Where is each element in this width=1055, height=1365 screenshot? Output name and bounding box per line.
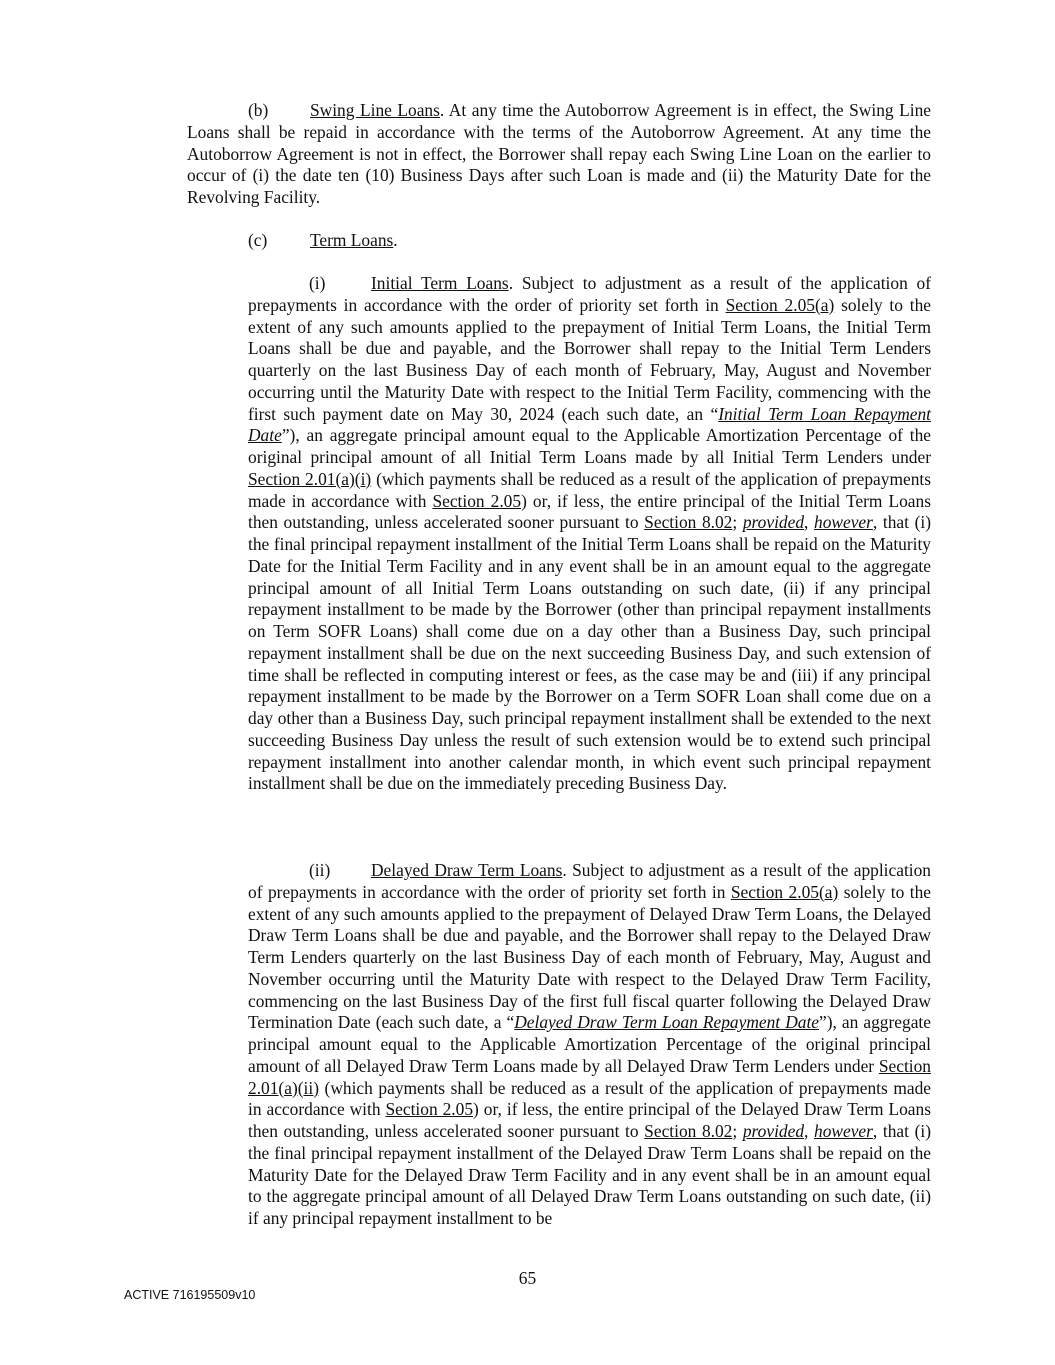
text-run: ; <box>732 512 743 533</box>
section-reference: Section 8.02 <box>644 1121 733 1141</box>
text-run: (which payments shall be reduced as a result of the application of prepayments made in accordance with <box>248 468 931 511</box>
section-reference: Section 2.01(a)(i) <box>248 468 372 489</box>
text-run: . Subject to adjustment as a result of the application of prepayments in accordance with the order of priority set forth in <box>248 860 931 902</box>
page-number: 65 <box>518 1268 537 1288</box>
text-run: , that (i) the final principal repayment installment of the Initial Term Loans shall be repaid on the Maturity Date for the Initial Term Facility and in any event shall be in an amount equal to the aggregate principal amount of all Initial Term Loans outstanding on such date, (ii) if any principal repayment installment to be made by the Borrower (other than principal repayment installments on Term SOFR Loans) shall come due on a day other than a Business Day, such principal repayment installment shall be due on the next succeeding Business Day, and such extension of time shall be reflected in computing interest or fees, as the case may be and (iii) if any principal repayment installment to be made by the Borrower on a Term SOFR Loan shall come due on a day other than a Business Day, such principal repayment installment shall be extended to the next succeeding Business Day unless the result of such extension would be to extend such principal repayment installment into another calendar month, in which event such principal repayment installment shall be due on the immediately preceding Business Day. <box>248 512 931 794</box>
paragraph-heading: Swing Line Loans <box>310 100 440 120</box>
paragraph-heading: Delayed Draw Term Loans <box>371 860 563 880</box>
proviso-term: however <box>814 512 873 533</box>
proviso-term: provided <box>742 1121 805 1141</box>
paragraph-number: (i) <box>309 273 326 293</box>
text-run: ”), an aggregate principal amount equal to the Applicable Amortization Percentage of the original principal amount of all Delayed Draw Term Loans made by all Delayed Draw Term Lenders under <box>248 1012 931 1076</box>
text-run: , <box>804 1121 814 1141</box>
paragraph-c-i <box>248 273 931 795</box>
section-reference: Section 2.05(a) <box>725 294 835 315</box>
text-run: , <box>804 512 814 533</box>
text-run: (which payments shall be reduced as a result of the application of prepayments made in accordance with <box>248 1077 931 1120</box>
text-run: ; <box>732 1121 743 1141</box>
section-reference: Section 2.05(a) <box>730 881 839 902</box>
defined-term: Delayed Draw Term Loan Repayment Date <box>514 1012 819 1033</box>
paragraph-c-ii <box>248 860 931 1230</box>
paragraph-number: (ii) <box>309 860 331 880</box>
paragraph-number: (c) <box>248 230 268 250</box>
proviso-term: however <box>814 1121 873 1141</box>
text-run: . Subject to adjustment as a result of the application of prepayments in accordance with the order of priority set forth in <box>248 273 932 315</box>
paragraph-heading: Initial Term Loans <box>371 273 509 293</box>
section-reference: Section 2.05 <box>432 490 522 511</box>
paragraph-heading: Term Loans <box>310 230 394 250</box>
text-run: ”), an aggregate principal amount equal to the Applicable Amortization Percentage of the original principal amount of all Initial Term Loans made by all Initial Term Lenders under <box>248 425 931 467</box>
section-reference: Section 2.05 <box>385 1099 474 1120</box>
section-reference: Section 2.01(a)(ii) <box>248 1055 931 1098</box>
text-run: ) or, if less, the entire principal of the Delayed Draw Term Loans then outstanding, unless accelerated sooner pursuant to <box>248 1099 931 1141</box>
text-run: , that (i) the final principal repayment installment of the Delayed Draw Term Loans shall be repaid on the Maturity Date for the Delayed Draw Term Facility and in any event shall be in an amount equal to the aggregate principal amount of all Delayed Draw Term Loans outstanding on such date, (ii) if any principal repayment installment to be <box>248 1121 931 1228</box>
paragraph-number: (b) <box>248 100 269 120</box>
paragraph-c <box>248 230 931 252</box>
defined-term: Initial Term Loan Repayment Date <box>248 403 932 446</box>
section-reference: Section 8.02 <box>644 512 733 533</box>
paragraph-text: . <box>393 230 398 250</box>
text-run: solely to the extent of any such amounts applied to the prepayment of Delayed Draw Term Loans, the Delayed Draw Term Loans shall be due and payable, and the Borrower shall repay to the Delayed Draw Term Lenders quarterly on the last Business Day of each month of February, May, August and November occurring until the Maturity Date with respect to the Delayed Draw Term Facility, commencing on the last Business Day of the first full fiscal quarter following the Delayed Draw Termination Date (each such date, a “ <box>248 881 931 1033</box>
document-id: ACTIVE 716195509v10 <box>124 1288 256 1302</box>
proviso-term: provided <box>742 512 805 533</box>
paragraph-text: . At any time the Autoborrow Agreement is in effect, the Swing Line Loans shall be repaid in accordance with the terms of the Autoborrow Agreement. At any time the Autoborrow Agreement is not in effect, the Borrower shall repay each Swing Line Loan on the earlier to occur of (i) the date ten (10) Business Days after such Loan is made and (ii) the Maturity Date for the Revolving Facility. <box>187 100 931 207</box>
text-run: solely to the extent of any such amounts applied to the prepayment of Initial Term Loans, the Initial Term Loans shall be due and payable, and the Borrower shall repay to the Initial Term Lenders quarterly on the last Business Day of each month of February, May, August and November occurring until the Maturity Date with respect to the Initial Term Facility, commencing with the first such payment date on May 30, 2024 (each such date, an “ <box>248 294 931 424</box>
text-run: ) or, if less, the entire principal of the Initial Term Loans then outstanding, unless accelerated sooner pursuant to <box>248 490 931 533</box>
paragraph-b <box>187 100 931 209</box>
